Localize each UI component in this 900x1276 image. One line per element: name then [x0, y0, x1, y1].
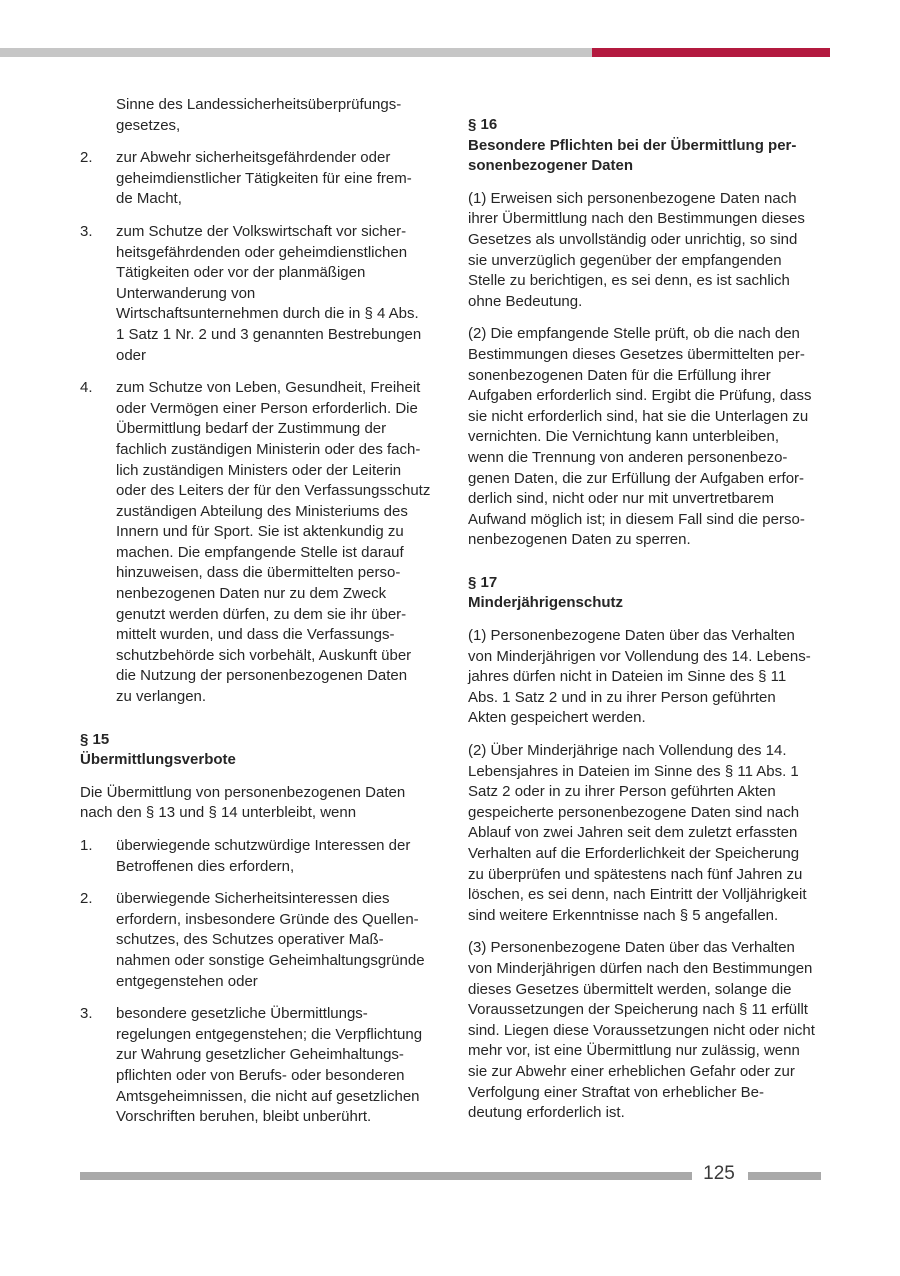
text-line: zu überprüfen und spätestens nach fünf Jahren zu	[468, 865, 803, 883]
section-number: § 17	[468, 573, 498, 591]
text-line: Die Übermittlung von personenbezogenen Daten	[80, 783, 406, 801]
list-item	[80, 222, 438, 366]
text-line: nenbezogenen Daten zu sperren.	[468, 531, 691, 549]
text-line: (2) Über Minderjährige nach Vollendung des 14.	[468, 742, 787, 760]
text-line: (2) Die empfangende Stelle prüft, ob die nach den	[468, 325, 800, 343]
text-line: gesetzes,	[116, 116, 181, 134]
text-line: lich zuständigen Ministers oder der Leiterin	[116, 461, 402, 479]
right-column	[468, 95, 823, 1136]
page-number: 125	[703, 1163, 735, 1184]
text-line: ihrer Übermittlung nach den Bestimmungen dieses	[468, 210, 805, 228]
text-line: zuständigen Abteilung des Ministeriums des	[116, 502, 408, 520]
text-line: regelungen entgegenstehen; die Verpflichtung	[116, 1025, 423, 1043]
text-line: Gesetzes als unvollständig oder unrichtig, so sind	[468, 230, 798, 248]
footer-bar-right	[748, 1172, 821, 1180]
section-heading-17	[468, 573, 823, 614]
list-number: 1.	[80, 837, 93, 854]
text-line: derlich sind, nicht oder nur mit unvertretbarem	[468, 490, 774, 508]
text-line: Abs. 1 Satz 2 und in zu ihrer Person geführten	[468, 688, 776, 706]
list-number: 4.	[80, 379, 93, 397]
text-line: Voraussetzungen der Speicherung nach § 11 erfüllt	[468, 1001, 808, 1019]
text-line: Stelle zu berichtigen, es sei denn, es ist sachlich	[468, 272, 790, 290]
text-line: erfordern, insbesondere Gründe des Quellen-	[116, 910, 419, 928]
paragraph	[468, 189, 823, 313]
text-line: Verfolgung einer Straftat von erheblicher Be-	[468, 1083, 765, 1101]
text-line: nahmen oder sonstige Geheimhaltungsgründe	[116, 951, 425, 969]
text-line: nenbezogenen Daten nur zu dem Zweck	[116, 585, 387, 603]
text-line: ohne Bedeutung.	[468, 292, 583, 310]
section-title: Übermittlungsverbote	[80, 751, 236, 769]
text-line: wenn die Trennung von anderen personenbezo-	[468, 448, 788, 466]
list-number: 3.	[80, 1005, 93, 1023]
list-number: 2.	[80, 890, 93, 908]
text-line: mehr vor, ist eine Übermittlung nur zulässig, wenn	[468, 1042, 800, 1060]
section-heading-15	[80, 730, 438, 771]
paragraph	[468, 324, 823, 551]
list-item	[80, 1004, 438, 1128]
text-line: Wirtschaftsunternehmen durch die in § 4 Abs.	[116, 305, 419, 323]
text-line: zum Schutze von Leben, Gesundheit, Freiheit	[116, 379, 421, 397]
text-line: Tätigkeiten oder vor der planmäßigen	[116, 264, 366, 282]
text-line: fachlich zuständigen Ministerin oder des fach-	[116, 440, 421, 458]
text-line: Aufgaben erforderlich sind. Ergibt die Prüfung, dass	[468, 387, 812, 405]
header-bar-accent	[592, 48, 830, 57]
text-line: besondere gesetzliche Übermittlungs-	[116, 1005, 368, 1023]
text-line: oder Vermögen einer Person erforderlich. Die	[116, 399, 418, 417]
text-line: entgegenstehen oder	[116, 972, 258, 990]
text-line: Aufwand möglich ist; in diesem Fall sind die perso-	[468, 510, 805, 528]
paragraph	[468, 626, 823, 729]
section-number: § 15	[80, 730, 110, 748]
header-bar-grey	[0, 48, 592, 57]
text-line: vernichten. Die Vernichtung kann unterbleiben,	[468, 428, 780, 446]
paragraph	[80, 783, 438, 824]
list-item	[80, 889, 438, 992]
text-line: Amtsgeheimnissen, die nicht auf gesetzlichen	[116, 1087, 420, 1105]
text-line: Satz 2 oder in zu ihrer Person geführten Akten	[468, 783, 776, 801]
text-line: von Minderjährigen dürfen nach den Bestimmungen	[468, 959, 813, 977]
text-line: sind. Liegen diese Voraussetzungen nicht oder nicht	[468, 1021, 815, 1039]
list-item	[80, 836, 438, 877]
text-line: genutzt werden dürfen, zu dem sie ihr über-	[116, 605, 407, 623]
text-line: Betroffenen dies erfordern,	[116, 857, 295, 875]
text-line: überwiegende schutzwürdige Interessen der	[116, 837, 411, 854]
section-title: Besondere Pflichten bei der Übermittlung per-	[468, 136, 797, 154]
text-line: (3) Personenbezogene Daten über das Verhalten	[468, 939, 795, 957]
text-line: sie zur Abwehr einer erheblichen Gefahr oder zur	[468, 1062, 795, 1080]
text-line: sie unverzüglich gegenüber der empfangenden	[468, 251, 782, 269]
text-line: mittelt wurden, und dass die Verfassungs-	[116, 626, 395, 644]
text-line: Vorschriften beruhen, bleibt unberührt.	[116, 1108, 372, 1126]
left-column	[80, 95, 438, 1140]
text-line: Akten gespeichert werden.	[468, 709, 646, 727]
text-line: Sinne des Landessicherheitsüberprüfungs-	[116, 96, 402, 113]
text-line: oder des Leiters der für den Verfassungsschutz	[116, 482, 431, 500]
text-line: nach den § 13 und § 14 unterbleibt, wenn	[80, 804, 357, 822]
text-line: dieses Gesetzes übermittelt werden, solange die	[468, 980, 792, 998]
text-line: oder	[116, 346, 147, 364]
text-line: hinzuweisen, dass die übermittelten perso-	[116, 564, 401, 582]
text-line: (1) Personenbezogene Daten über das Verhalten	[468, 627, 795, 645]
text-line: überwiegende Sicherheitsinteressen dies	[116, 890, 390, 908]
text-line: Ablauf von zwei Jahren seit dem zuletzt erfassten	[468, 824, 798, 842]
text-line: (1) Erweisen sich personenbezogene Daten nach	[468, 189, 797, 207]
footer-bar-left	[80, 1172, 692, 1180]
text-line: Lebensjahres in Dateien im Sinne des § 11 Abs. 1	[468, 762, 799, 780]
text-line: löschen, es sei denn, nach Eintritt der Volljährigkeit	[468, 886, 807, 904]
list-item	[80, 148, 438, 210]
text-line: jahres dürfen nicht in Dateien im Sinne des § 11	[468, 668, 787, 686]
text-line: zu verlangen.	[116, 688, 207, 706]
section-title: Minderjährigenschutz	[468, 594, 624, 612]
section-number: § 16	[468, 116, 498, 133]
text-line: de Macht,	[116, 190, 182, 208]
paragraph	[468, 938, 823, 1123]
text-line: pflichten oder von Berufs- oder besonderen	[116, 1066, 405, 1084]
paragraph	[468, 741, 823, 926]
text-line: Bestimmungen dieses Gesetzes übermittelten per-	[468, 345, 805, 363]
text-line: machen. Die empfangende Stelle ist darauf	[116, 543, 404, 561]
text-line: deutung erforderlich ist.	[468, 1104, 625, 1122]
text-line: Unterwanderung von	[116, 284, 256, 302]
text-line: zur Wahrung gesetzlicher Geheimhaltungs-	[116, 1046, 404, 1064]
text-line: sie nicht erforderlich sind, hat sie die Unterlagen zu	[468, 407, 809, 425]
text-line: sind weitere Erkenntnisse nach § 5 angefallen.	[468, 906, 779, 924]
section-title: sonenbezogener Daten	[468, 157, 634, 175]
list-number: 3.	[80, 222, 93, 240]
text-line: 1 Satz 1 Nr. 2 und 3 genannten Bestrebungen	[116, 325, 422, 343]
text-line: Verhalten auf die Erforderlichkeit der Speicherung	[468, 845, 800, 862]
text-line: Übermittlung bedarf der Zustimmung der	[116, 420, 387, 438]
text-line: gespeicherte personenbezogene Daten sind nach	[468, 803, 800, 821]
section-heading-16	[468, 115, 823, 177]
text-line: sonenbezogenen Daten für die Erfüllung ihrer	[468, 366, 771, 384]
text-line: von Minderjährigen vor Vollendung des 14. Lebens-	[468, 647, 811, 665]
text-line: zum Schutze der Volkswirtschaft vor sicher-	[116, 222, 407, 240]
text-line: schutzbehörde sich vorbehält, Auskunft über	[116, 646, 412, 664]
text-line: geheimdienstlicher Tätigkeiten für eine frem-	[116, 169, 412, 187]
list-number: 2.	[80, 149, 93, 167]
text-line: die Nutzung der personenbezogenen Daten	[116, 667, 408, 685]
text-line: Innern und für Sport. Sie ist aktenkundig zu	[116, 523, 404, 541]
text-line: heitsgefährdenden oder geheimdienstlichen	[116, 243, 408, 261]
list-item	[80, 378, 438, 708]
text-line: schutzes, des Schutzes operativer Maß-	[116, 931, 384, 949]
continuation-text	[80, 95, 438, 136]
text-line: genen Daten, die zur Erfüllung der Aufgaben erfor-	[468, 469, 805, 487]
text-line: zur Abwehr sicherheitsgefährdender oder	[116, 149, 391, 167]
